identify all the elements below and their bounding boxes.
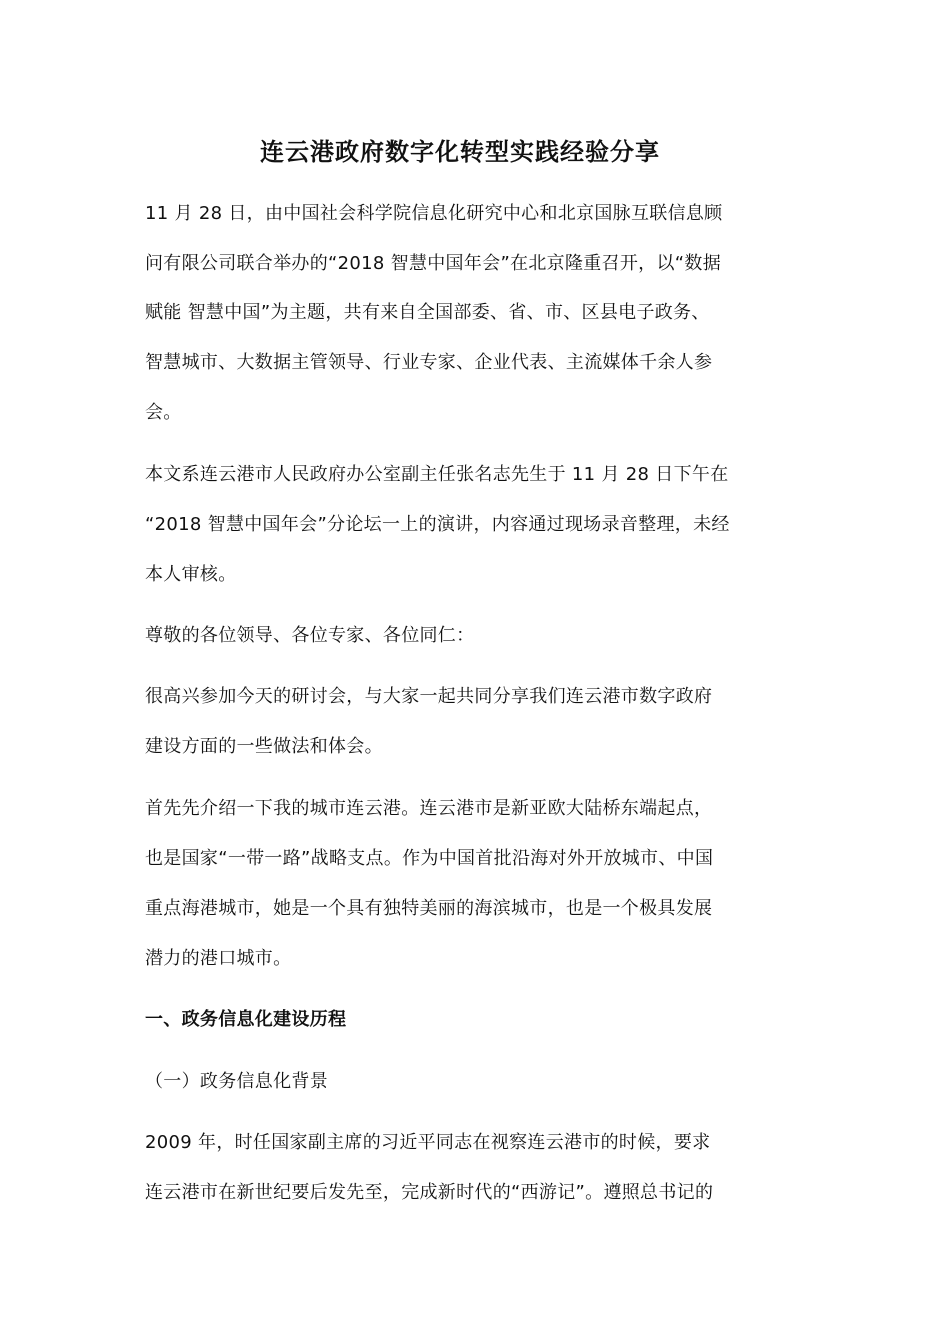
paragraph-line: 会。 bbox=[145, 402, 182, 423]
paragraph-line: 本文系连云港市人民政府办公室副主任张名志先生于 11 月 28 日下午在 bbox=[145, 464, 729, 485]
paragraph-line: 2009 年，时任国家副主席的习近平同志在视察连云港市的时候，要求 bbox=[145, 1132, 711, 1153]
paragraph-line: 问有限公司联合举办的“2018 智慧中国年会”在北京隆重召开，以“数据 bbox=[145, 253, 722, 274]
paragraph-line: 很高兴参加今天的研讨会，与大家一起共同分享我们连云港市数字政府 bbox=[145, 686, 713, 707]
paragraph-line: 本人审核。 bbox=[145, 564, 237, 585]
paragraph-line: 潜力的港口城市。 bbox=[145, 948, 292, 969]
paragraph-line: “2018 智慧中国年会”分论坛一上的演讲，内容通过现场录音整理，未经 bbox=[145, 514, 730, 535]
subsection-heading: （一）政务信息化背景 bbox=[145, 1071, 328, 1092]
paragraph-line: 也是国家“一带一路”战略支点。作为中国首批沿海对外开放城市、中国 bbox=[145, 848, 714, 869]
section-heading: 一、政务信息化建设历程 bbox=[145, 1009, 347, 1030]
document-title: 连云港政府数字化转型实践经验分享 bbox=[260, 138, 660, 166]
paragraph-line: 智慧城市、大数据主管领导、行业专家、企业代表、主流媒体千余人参 bbox=[145, 352, 713, 373]
paragraph-line: 重点海港城市，她是一个具有独特美丽的海滨城市，也是一个极具发展 bbox=[145, 898, 713, 919]
paragraph-line: 赋能 智慧中国”为主题，共有来自全国部委、省、市、区县电子政务、 bbox=[145, 302, 710, 323]
salutation-line: 尊敬的各位领导、各位专家、各位同仁： bbox=[145, 625, 475, 646]
paragraph-line: 建设方面的一些做法和体会。 bbox=[145, 736, 383, 757]
paragraph-line: 连云港市在新世纪要后发先至，完成新时代的“西游记”。遵照总书记的 bbox=[145, 1182, 714, 1203]
paragraph-line: 11 月 28 日，由中国社会科学院信息化研究中心和北京国脉互联信息顾 bbox=[145, 203, 723, 224]
paragraph-line: 首先先介绍一下我的城市连云港。连云港市是新亚欧大陆桥东端起点， bbox=[145, 798, 713, 819]
